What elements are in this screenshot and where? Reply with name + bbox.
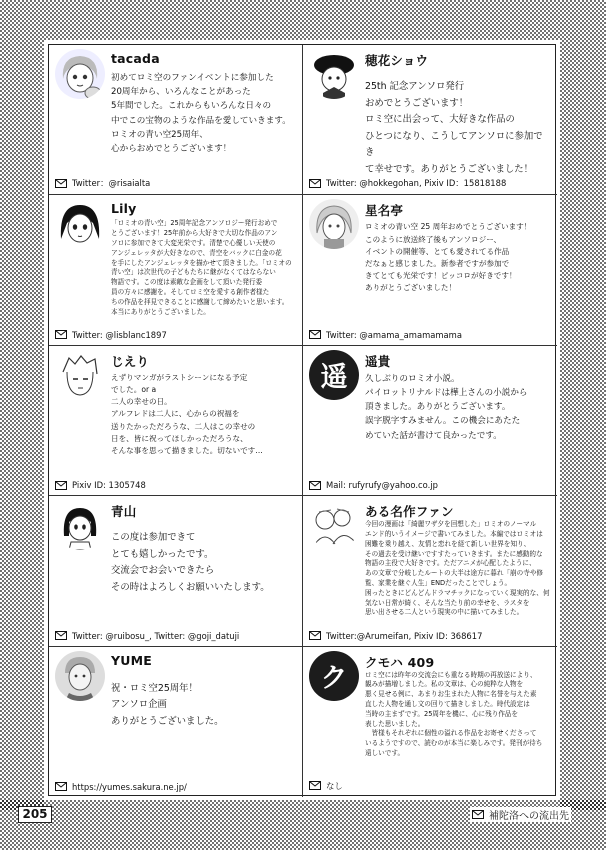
avatar: [309, 350, 359, 400]
contributor-cell: [303, 45, 557, 195]
contributor-name: Lily: [111, 201, 137, 217]
checker-border-right: [560, 40, 606, 810]
contributor-message: 「ロミオの青い空」25周年記念アンソロジー発行おめで とうございます！25年前から大好きで大切な作品のアン ソロに参加できて大変光栄です。清楚で心優しい天使の アンジェレッタが大好きなので、青空をバックに白金の花 を手にしたアンジェレッタを描かせて頂きました。「ロミオの 青い空」は次世代の子どもたちに継がなくてはならない 物語です。この度は素敵な企画をして頂いた発行委 員の方々に感謝を。そしてロミ空を愛する創作者様た ちの作品を拝見できることに感謝して締めたいと思います。 本当にありがとうございました。: [111, 219, 292, 316]
contact-line: [309, 177, 506, 189]
contributor-message: えずりマンガがラストシーンになる予定 でした。or a 二人の幸せの日。 アルフレドは二人に、心からの祝福を 送りたかっただろうな、二人はこの幸せの 日を、皆に祝ってほしかっただろうな、 そんな事を思って描きました。切ないです…: [111, 372, 263, 455]
avatar: [309, 500, 359, 550]
mail-icon: [55, 179, 67, 188]
mail-icon: [309, 481, 321, 490]
contact-line: [55, 480, 146, 490]
contributor-name: ある名作ファン: [365, 504, 454, 520]
contributor-message: この度は参加できて とても嬉しかったです。 交流会でお会いできたら その時はよろしくお願いいたします。: [111, 532, 270, 593]
avatar: [55, 199, 105, 249]
mail-icon: [309, 330, 321, 339]
contributor-message: 25th 記念アンソロ発行 おめでとうございます！ ロミ空に出会って、大好きな作品の ひとつになり、こうしてアンソロに参加でき て幸せです。ありがとうございました！: [365, 81, 543, 175]
avatar-char: 遥: [320, 362, 348, 394]
contact-line: [55, 782, 187, 792]
contributor-cell: [49, 195, 303, 345]
contact-text[interactable]: Mail: rufyrufy@yahoo.co.jp: [326, 480, 438, 491]
contributor-message: ロミオの青い空 25 周年おめでとうございます！ このように放送終了後もアンソロジー、 イベントの開催等、とても愛されてる作品 だなぁと感じました。新参者ですが参加で きてとても光栄です！ピッコロが好きです！ ありがとうございました！: [365, 222, 532, 293]
mail-icon: [55, 481, 67, 490]
checker-border-top: [0, 0, 606, 40]
contributor-cell: [49, 346, 303, 496]
checker-border-left: [0, 40, 44, 810]
contact-line: [55, 631, 239, 641]
contributor-name: 穂花ショウ: [365, 53, 429, 68]
contact-line: [309, 780, 343, 792]
contributor-cell: [49, 45, 303, 195]
book-title: [470, 807, 571, 822]
contact-text[interactable]: Twitter:@Arumeifan, Pixiv ID: 368617: [326, 630, 483, 641]
avatar-char: ク: [320, 663, 348, 695]
mail-icon: [309, 631, 321, 640]
contributor-cell: [49, 496, 303, 646]
contributor-message: 今回の漫画は「綺麗ワザ夕を回想した」ロミオのノーマル エンド的いうイメージで書いてみました。本編ではロミオは 困難を乗り越え、友情と恋れを経て新しい世界を知り、 その過去を受け継いですすたっていきます。またに感動的な 物語の主役で大好きです。ただアニメが心配したように、 あの文章で分岐したルートの大半は途方に暮れ「崩の寺や修 覧、家業を継ぐ人生」ENDだったことでしょう。 困ったときにどんどんドラマチックになっていく現実的な、何 気ない日常が綺く、そんな当たり前の幸せを、ラスタを 思い出させる二人という現実の中に描いてみました。: [365, 520, 550, 617]
contributor-cell: [303, 346, 557, 496]
avatar: [55, 500, 105, 550]
contributor-message: 初めてロミ空のファンイベントに参加した 20周年から、いろんなことがあった 5年間でした。これからもいろんな日々の 中でこの宝物のような作品を愛していきます。 ロミオの青い空25周年、 心からおめでとうございます！: [111, 73, 291, 155]
contact-line: [55, 330, 167, 340]
contact-text[interactable]: Pixiv ID: 1305748: [72, 480, 146, 491]
contact-text[interactable]: https://yumes.sakura.ne.jp/: [72, 781, 187, 792]
contributor-name: クモハ 409: [365, 654, 435, 670]
contact-line: [309, 480, 438, 490]
contact-text[interactable]: Twitter: @amama_amamamama: [326, 329, 462, 340]
contributor-name: YUME: [111, 652, 152, 668]
page-number: 205: [18, 806, 52, 823]
contributor-cell: [303, 496, 557, 646]
contact-line: [309, 330, 462, 340]
contributor-name: 青山: [111, 504, 137, 520]
contributor-message: 祝・ロミ空25周年！ アンソロ企画 ありがとうございました。: [111, 682, 224, 727]
contributor-message: ロミ空には昨年の交流会にも重なる時期の再放送により、 観みが描増しました。私の文章は、心の純粋な人物を 悪く見せる例に、あまりお生まれた人物に名誉を与えた素 直した人物を通し文の回りて描きしました。時代設定は 当時の主まずです。25周年を機に、心に残り作品を 表した思いました。 皆様もそれぞれに個性の溢れる作品をお寄せくださって いるようですので、読むのが本当に楽しみです。発刊が待ち 遠しいです。: [365, 670, 543, 757]
contact-text[interactable]: Twitter: @lisblanc1897: [72, 329, 167, 340]
mail-icon: [55, 330, 67, 339]
contributor-name: 遥貴: [365, 353, 391, 369]
contributor-cell: [49, 647, 303, 797]
avatar: [55, 49, 105, 99]
avatar: [55, 651, 105, 701]
book-title-text: 補陀洛への流出先: [489, 811, 569, 822]
contributor-grid: [48, 44, 556, 796]
avatar: [309, 49, 359, 99]
avatar: [309, 651, 359, 701]
mail-icon: [309, 179, 321, 188]
contact-line: [309, 631, 482, 641]
contact-text[interactable]: Twitter: @hokkegohan, Pixiv ID：15818188: [326, 178, 507, 189]
mail-icon: [309, 781, 321, 790]
contact-text[interactable]: Twitter: @ruibosu_, Twitter: @goji_datuji: [72, 630, 240, 641]
contributor-cell: [303, 195, 557, 345]
contributor-message: 久しぶりのロミオ小説。 パイロットリナルドは樺上さんの小説から 頂きました。ありがとうございます。 誤字脱字すみません。この機会にあたた めていた話が書けて良かったです。: [365, 373, 528, 441]
mail-icon: [55, 782, 67, 791]
contact-text[interactable]: Twitter：@risaialta: [72, 178, 151, 189]
contact-text[interactable]: なし: [326, 780, 343, 791]
mail-icon: [55, 631, 67, 640]
contributor-name: tacada: [111, 51, 160, 66]
avatar: [309, 199, 359, 249]
contributor-name: 星名亭: [365, 203, 404, 219]
avatar: [55, 350, 105, 400]
contributor-cell: [303, 647, 557, 797]
mail-icon: [472, 810, 484, 819]
contributor-name: じえり: [111, 353, 150, 369]
contact-line: [55, 177, 150, 189]
